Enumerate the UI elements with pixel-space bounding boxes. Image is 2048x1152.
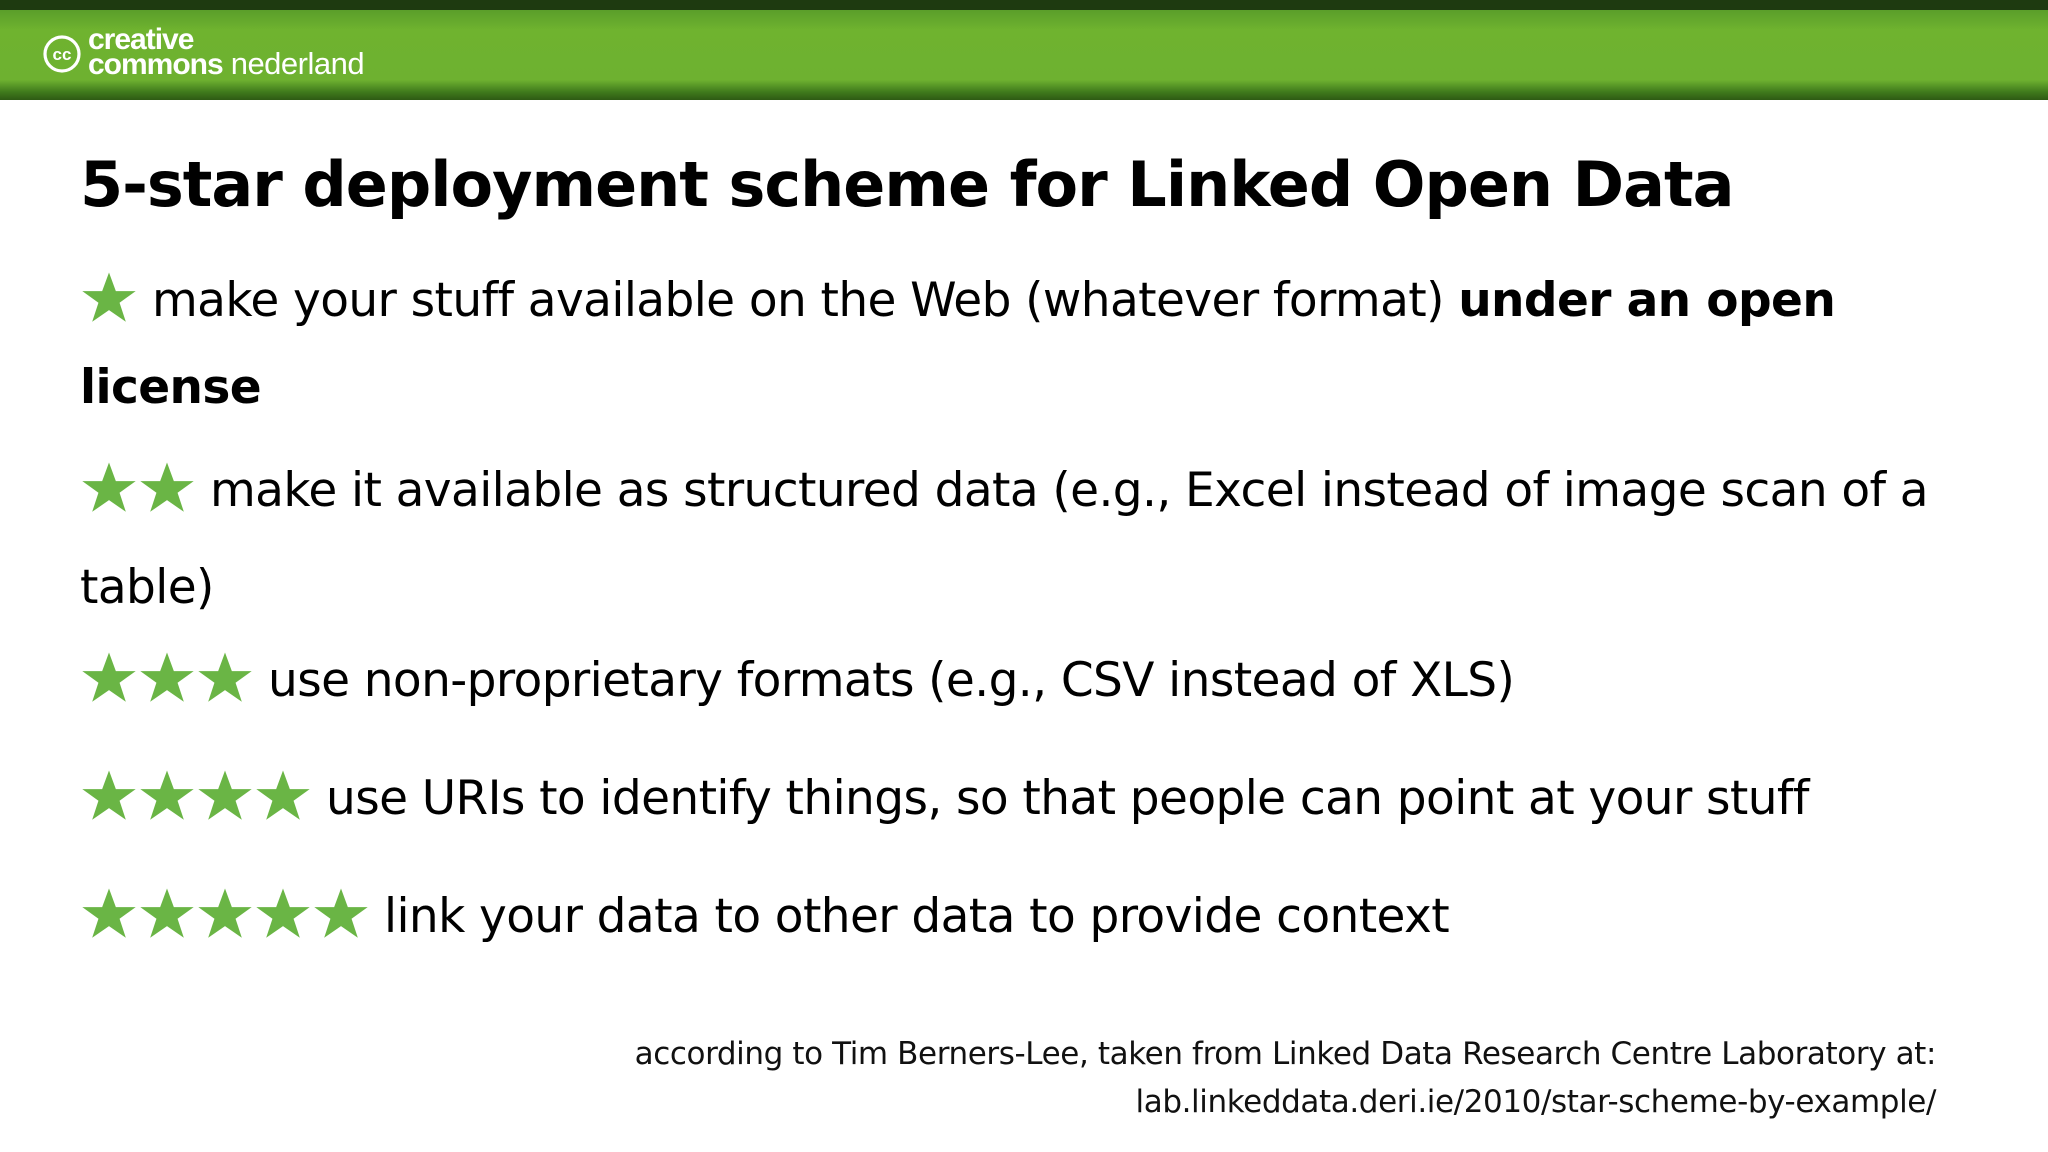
star-icon (80, 459, 138, 517)
star-icon (138, 459, 196, 517)
star-icon (196, 885, 254, 943)
star-icon (80, 649, 138, 707)
list-item-3-stars (80, 650, 1980, 708)
star-icon (254, 767, 312, 825)
star-rating-5 (80, 885, 370, 943)
star-rating-1 (80, 269, 138, 327)
creative-commons-logo (42, 24, 364, 84)
item-text: use non-proprietary formats (e.g., CSV instead of XLS) (268, 653, 1515, 708)
slide-title: 5-star deployment scheme for Linked Open Data (80, 148, 1734, 221)
citation-line-1: according to Tim Berners-Lee, taken from Linked Data Research Centre Laboratory at: (634, 1036, 1936, 1072)
star-icon (80, 885, 138, 943)
cc-mark: cc (52, 45, 72, 64)
item-text: link your data to other data to provide context (384, 889, 1450, 944)
list-item-5-stars (80, 886, 1980, 944)
star-icon (80, 767, 138, 825)
citation (635, 1030, 1936, 1126)
item-continuation: license (80, 360, 262, 415)
star-icon (196, 767, 254, 825)
star-icon (254, 885, 312, 943)
header-bar (0, 0, 2048, 100)
item-bold-text: under an open (1458, 273, 1836, 328)
item-text: make it available as structured data (e.g., Excel instead of image scan of a (210, 463, 1929, 518)
star-icon (138, 767, 196, 825)
star-rating-2 (80, 459, 196, 517)
creative-commons-icon (42, 34, 82, 74)
star-icon (80, 269, 138, 327)
logo-word-commons: commons (88, 47, 223, 81)
item-continuation: table) (80, 560, 214, 615)
citation-url: lab.linkeddata.deri.ie/2010/star-scheme-by-example/ (1135, 1084, 1936, 1120)
star-icon (312, 885, 370, 943)
item-text: use URIs to identify things, so that people can point at your stuff (326, 771, 1809, 826)
list-item-1-star (80, 270, 1980, 328)
star-icon (138, 649, 196, 707)
item-text: make your stuff available on the Web (whatever format) (152, 273, 1459, 328)
list-item-4-stars (80, 768, 1980, 826)
star-rating-4 (80, 767, 312, 825)
list-item-2-stars (80, 460, 1980, 518)
star-rating-3 (80, 649, 254, 707)
star-icon (196, 649, 254, 707)
logo-word-nederland: nederland (230, 45, 365, 81)
logo-word-creative: creative (88, 22, 194, 56)
star-icon (138, 885, 196, 943)
